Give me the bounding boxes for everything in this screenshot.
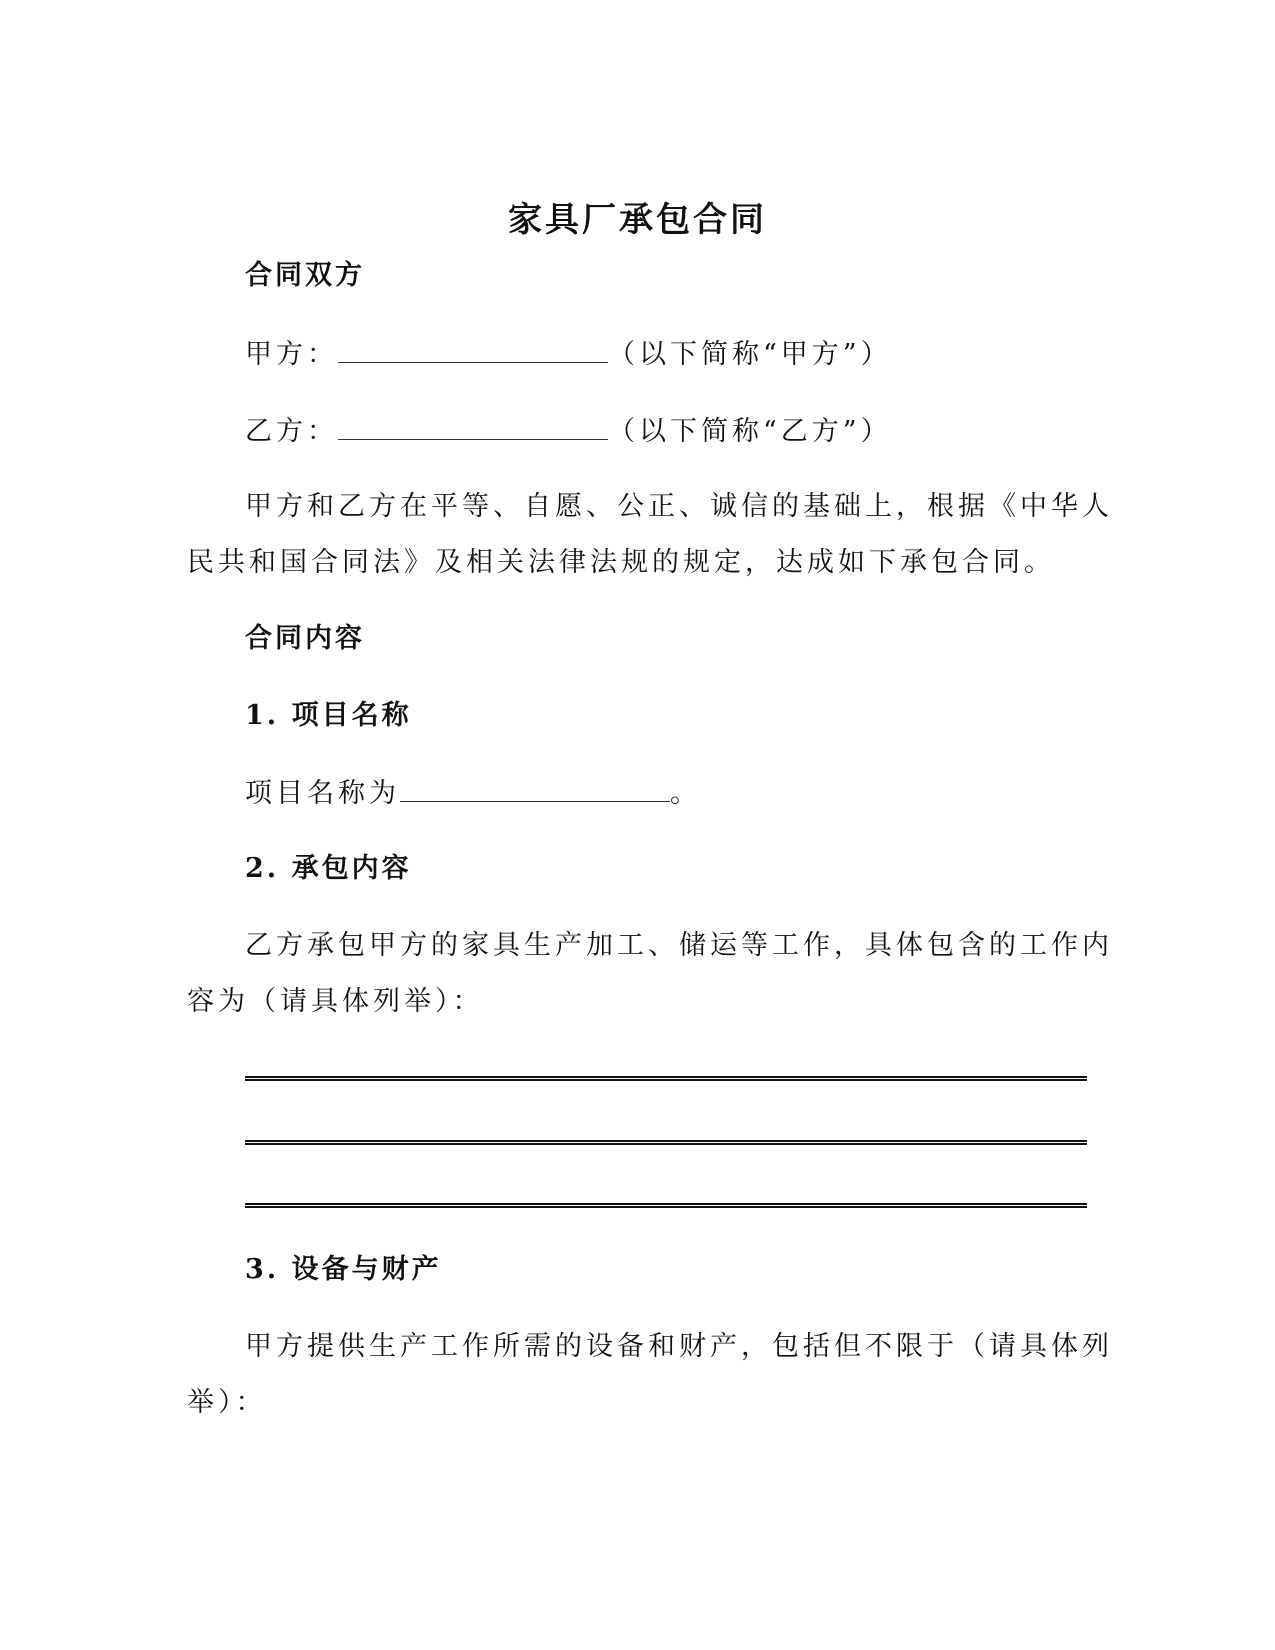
section-3-line-2: 举）：	[187, 1387, 267, 1418]
party-b-blank[interactable]	[338, 417, 608, 440]
document-title: 家具厂承包合同	[508, 200, 767, 240]
content-heading: 合同内容	[245, 623, 365, 654]
intro-line-2: 民共和国合同法》及相关法律法规的规定，达成如下承包合同。	[187, 547, 1055, 578]
section-2-heading: 2. 承包内容	[245, 853, 412, 884]
party-a-blank[interactable]	[338, 340, 608, 363]
project-name-line	[245, 779, 701, 807]
section-3-line-1: 甲方提供生产工作所需的设备和财产，包括但不限于（请具体列	[245, 1331, 1113, 1362]
project-name-suffix: 。	[670, 778, 701, 809]
section-2-line-2: 容为（请具体列举）：	[187, 986, 484, 1017]
party-a-suffix: （以下简称“甲方”）	[608, 339, 892, 370]
party-a-line	[245, 340, 892, 368]
intro-line-1: 甲方和乙方在平等、自愿、公正、诚信的基础上，根据《中华人	[245, 491, 1113, 522]
section-2-line-1: 乙方承包甲方的家具生产加工、储运等工作，具体包含的工作内	[245, 930, 1113, 961]
fill-in-line-1[interactable]	[245, 1076, 1087, 1081]
party-a-label: 甲方：	[245, 339, 338, 370]
parties-heading: 合同双方	[245, 260, 365, 291]
party-b-line	[245, 417, 892, 445]
party-b-suffix: （以下简称“乙方”）	[608, 416, 892, 447]
party-b-label: 乙方：	[245, 416, 338, 447]
section-1-heading: 1. 项目名称	[245, 700, 412, 731]
fill-in-line-3[interactable]	[245, 1203, 1087, 1208]
project-name-blank[interactable]	[400, 779, 670, 802]
section-3-heading: 3. 设备与财产	[245, 1254, 442, 1285]
project-name-prefix: 项目名称为	[245, 778, 400, 809]
fill-in-line-2[interactable]	[245, 1140, 1087, 1145]
